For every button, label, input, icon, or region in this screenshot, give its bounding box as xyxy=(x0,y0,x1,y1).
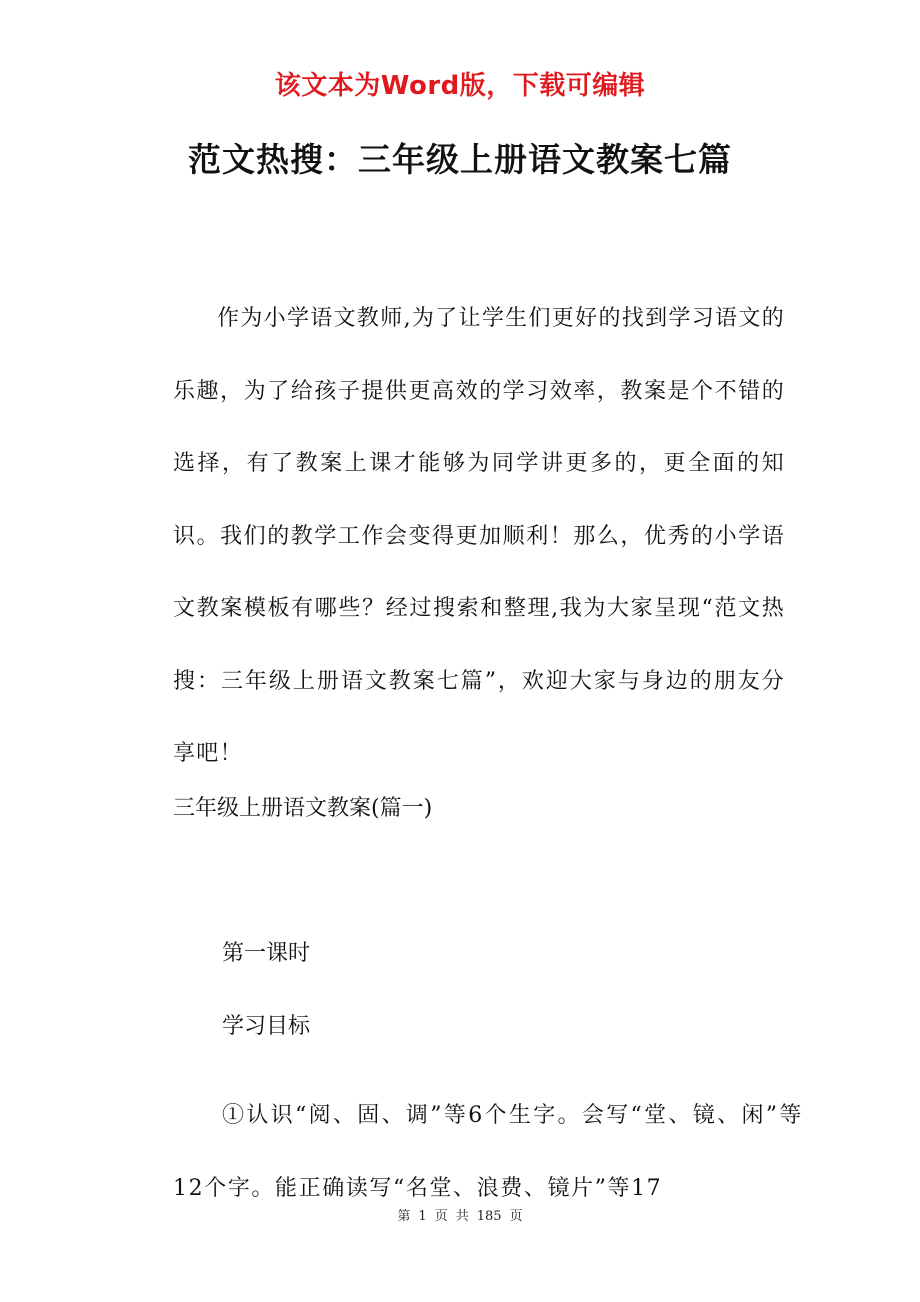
page-footer xyxy=(0,1207,920,1227)
intro-paragraph: 作为小学语文教师,为了让学生们更好的找到学习语文的乐趣，为了给孩子提供更高效的学习效率，教案是个不错的选择，有了教案上课才能够为同学讲更多的，更全面的知识。我们的教学工作会变得更加顺利！那么，优秀的小学语文教案模板有哪些？经过搜索和整理,我为大家呈现“范文热搜：三年级上册语文教案七篇”，欢迎大家与身边的朋友分享吧！ xyxy=(173,306,785,766)
footer-suffix: 页 xyxy=(509,1209,523,1224)
document-title: 范文热搜：三年级上册语文教案七篇 xyxy=(188,140,732,179)
section-heading: 三年级上册语文教案(篇一) xyxy=(173,796,433,821)
objective-label: 学习目标 xyxy=(222,1014,311,1039)
footer-page-number: 1 xyxy=(418,1209,427,1224)
footer-total-word: 共 xyxy=(455,1209,469,1224)
footer-prefix: 第 xyxy=(397,1209,411,1224)
objective-paragraph: ①认识“阅、固、调”等6个生字。会写“堂、镜、闲”等12个字。能正确读写“名堂、浪费、镜片”等17 xyxy=(173,1103,803,1201)
download-notice-banner: 该文本为Word版，下载可编辑 xyxy=(274,71,646,101)
footer-total-pages: 185 xyxy=(476,1209,502,1224)
footer-page-word: 页 xyxy=(434,1209,448,1224)
lesson-label: 第一课时 xyxy=(222,941,311,966)
